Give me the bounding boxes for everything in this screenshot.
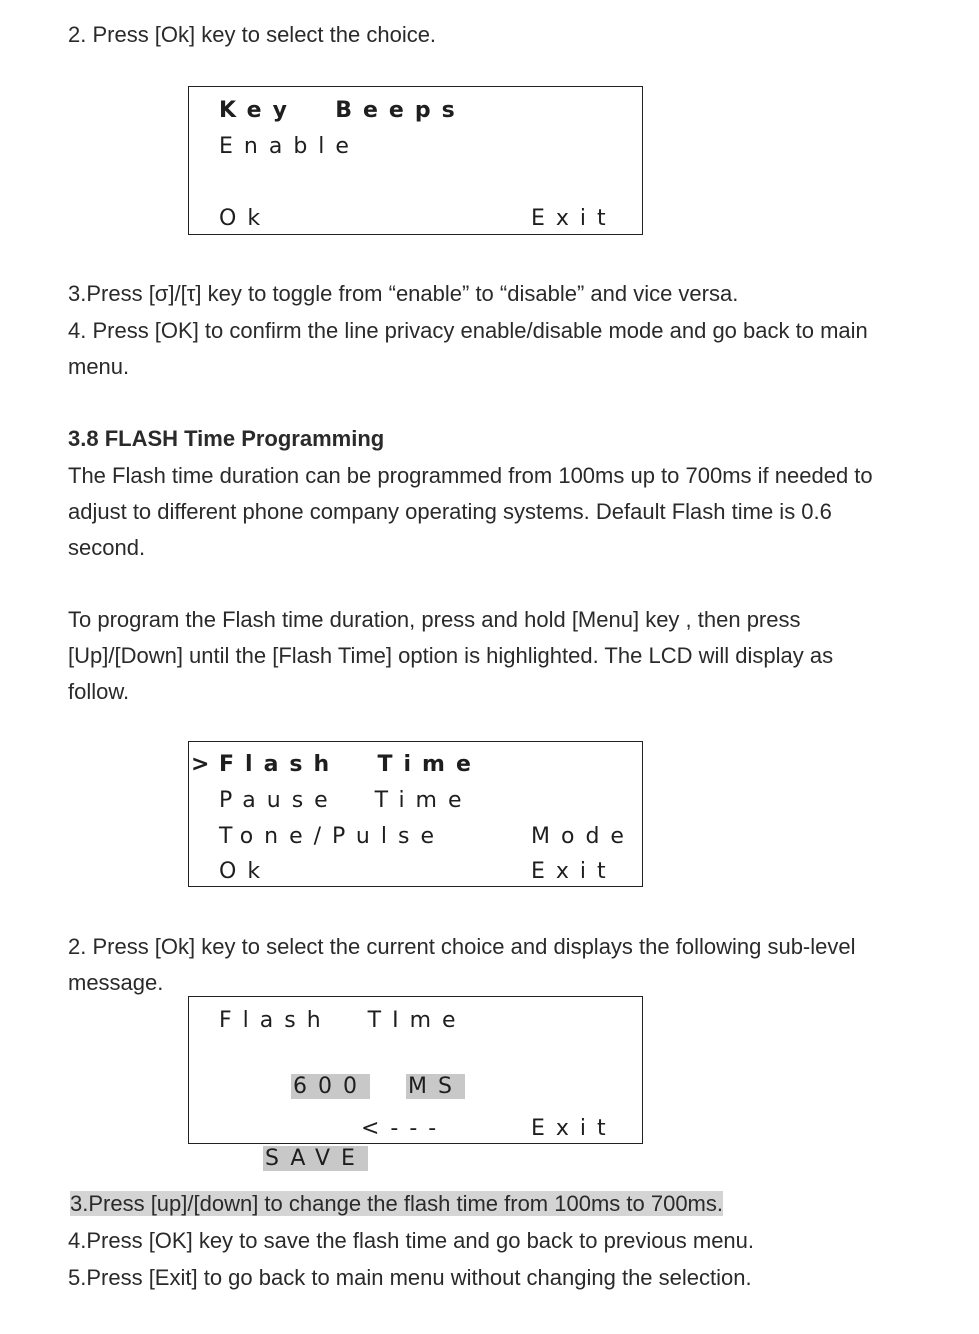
save-label: SAVE xyxy=(264,1146,366,1171)
instruction-step-2-sub-line2: message. xyxy=(68,970,164,995)
menu-item-pause-time: Pause Time xyxy=(219,788,473,813)
lcd-key-beeps xyxy=(188,86,643,235)
flash-time-value: 600 xyxy=(292,1074,368,1099)
lcd-exit-softkey: Exit xyxy=(531,206,617,231)
lcd-exit-softkey: Exit xyxy=(531,1116,617,1141)
instruction-step-4-line2: menu. xyxy=(68,354,130,379)
flash-time-unit: MS xyxy=(407,1074,463,1099)
lcd-exit-softkey: Exit xyxy=(531,859,617,884)
instruction-step-5-exit: 5.Press [Exit] to go back to main menu without changing the selection. xyxy=(68,1265,752,1290)
cursor-arrow-icon: > xyxy=(191,752,210,777)
instruction-step-3-toggle: 3.Press [σ]/[τ] key to toggle from “enable” to “disable” and vice versa. xyxy=(68,281,739,306)
highlighted-text: 3.Press [up]/[down] to change the flash time from 100ms to 700ms. xyxy=(70,1191,723,1216)
lcd-menu xyxy=(188,741,643,887)
section-heading: 3.8 FLASH Time Programming xyxy=(68,426,385,451)
lcd-value: Enable xyxy=(219,134,360,159)
menu-item-flash-time: Flash Time xyxy=(219,752,482,777)
paragraph-2-line3: follow. xyxy=(68,679,130,704)
lcd-ok-softkey: Ok xyxy=(219,206,272,231)
instruction-step-4-line1: 4. Press [OK] to confirm the line privacy enable/disable mode and go back to main xyxy=(68,318,868,343)
paragraph-1-line3: second. xyxy=(68,535,146,560)
menu-item-tone-pulse: Tone/Pulse xyxy=(219,824,445,849)
lcd-title: Flash TIme xyxy=(219,1008,467,1033)
paragraph-2-line1: To program the Flash time duration, press and hold [Menu] key , then press xyxy=(68,607,801,632)
paragraph-2-line2: [Up]/[Down] until the [Flash Time] option is highlighted. The LCD will display as xyxy=(68,643,834,668)
lcd-back-softkey: <--- xyxy=(361,1116,448,1141)
instruction-step-3-change xyxy=(68,1186,725,1222)
lcd-flash-time-setting xyxy=(188,996,643,1171)
instruction-step-4-save: 4.Press [OK] key to save the flash time and go back to previous menu. xyxy=(68,1228,755,1253)
lcd-title: Key Beeps xyxy=(219,98,466,123)
instruction-step-2-sub-line1: 2. Press [Ok] key to select the current choice and displays the following sub-level xyxy=(68,934,856,959)
menu-item-mode: Mode xyxy=(531,824,635,849)
paragraph-1-line2: adjust to different phone company operating systems. Default Flash time is 0.6 xyxy=(68,499,832,524)
lcd-ok-softkey: Ok xyxy=(219,859,272,884)
instruction-step-2: 2. Press [Ok] key to select the choice. xyxy=(68,22,437,47)
paragraph-1-line1: The Flash time duration can be programmed from 100ms up to 700ms if needed to xyxy=(68,463,873,488)
